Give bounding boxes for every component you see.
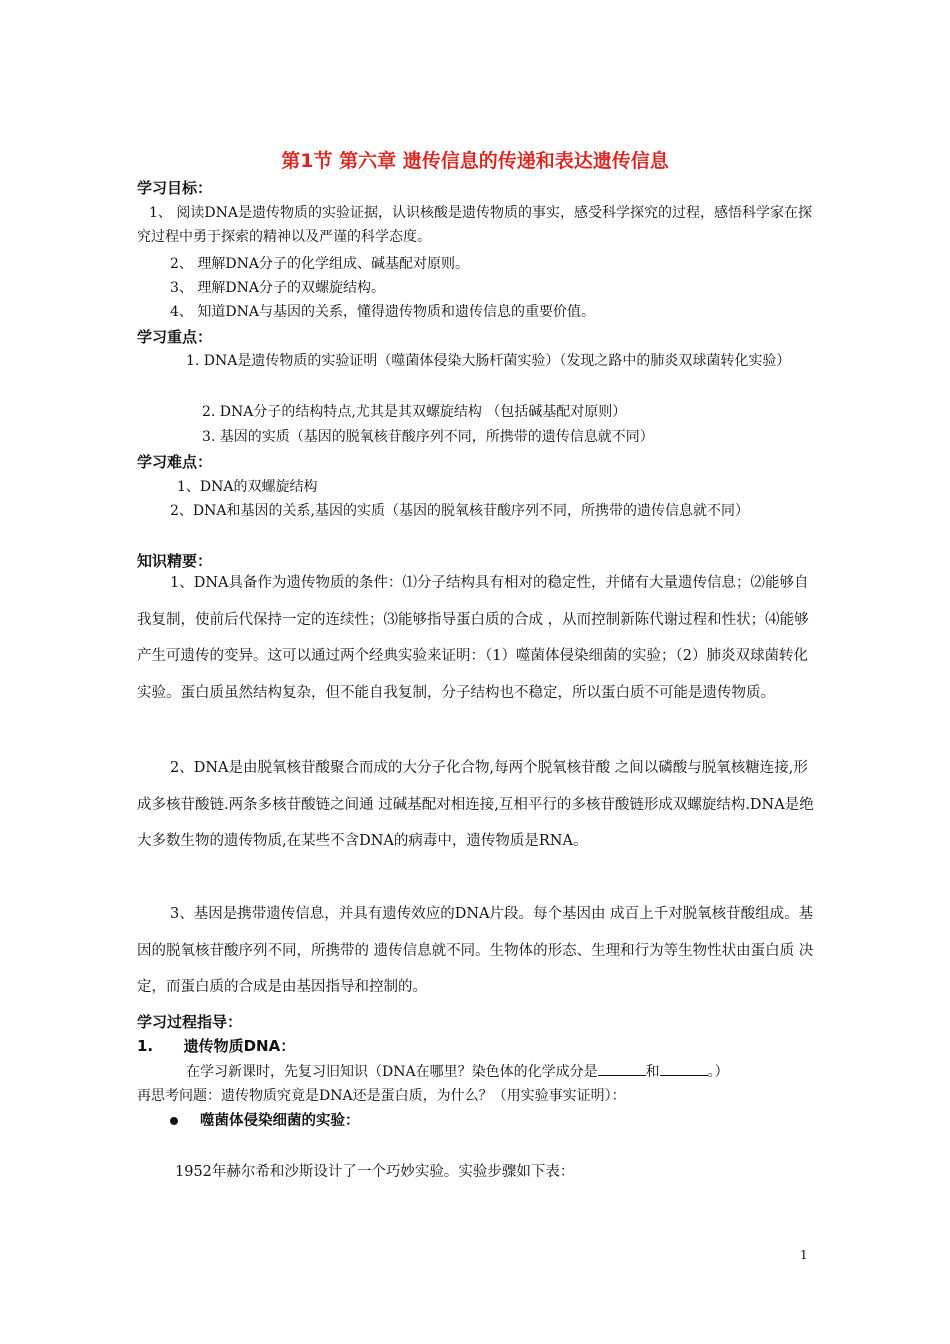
objective-1: 1、 阅读DNA是遗传物质的实验证据，认识核酸是遗传物质的事实，感受科学探究的过程，感悟科学家在探究过程中勇于探索的精神以及严谨的科学态度。 (137, 205, 812, 245)
knowledge-heading: 知识精要： (137, 552, 213, 570)
key-point-1: 1. DNA是遗传物质的实验证明（噬菌体侵染大肠杆菌实验）（发现之路中的肺炎双球菌转化实验） (186, 353, 791, 369)
knowledge-paragraph-2: 2、DNA是由脱氧核苷酸聚合而成的大分子化合物,每两个脱氧核苷酸 之间以磷酸与脱氧核糖连接,形成多核苷酸链.两条多核苷酸链之间通 过碱基配对相连接,互相平行的多核苷酸链形成双螺旋结构.DNA是绝 大多数生物的遗传物质,在某些不含DNA的病毒中，遗传物质是RNA。 (137, 760, 814, 849)
key-point-2: 2. DNA分子的结构特点,尤其是其双螺旋结构 （包括碱基配对原则） (202, 404, 627, 420)
intro-end: 。） (707, 1064, 729, 1080)
bullet-text: 噬菌体侵染细菌的实验： (200, 1113, 360, 1129)
process-intro-line2: 再思考问题：遗传物质究竟是DNA还是蛋白质，为什么？（用实验事实证明）： (137, 1088, 626, 1104)
objective-2: 2、 理解DNA分子的化学组成、碱基配对原则。 (170, 256, 469, 272)
intro-text-part1: 在学习新课时，先复习旧知识（DNA在哪里？染色体的化学成分是 (186, 1064, 598, 1080)
objective-3: 3、 理解DNA分子的双螺旋结构。 (170, 280, 385, 296)
fill-blank-1 (598, 1061, 646, 1076)
page-title: 第1节 第六章 遗传信息的传递和表达遗传信息 (281, 150, 669, 172)
process-subheading (137, 1035, 295, 1057)
intro-and: 和 (645, 1064, 660, 1080)
bullet-icon (170, 1117, 178, 1125)
objectives-heading: 学习目标： (137, 179, 213, 197)
process-sub-title: 遗传物质DNA： (183, 1037, 296, 1055)
knowledge-paragraph-1: 1、DNA具备作为遗传物质的条件：⑴分子结构具有相对的稳定性，并储有大量遗传信息；⑵能够自我复制，使前后代保持一定的连续性；⑶能够指导蛋白质的合成 ，从而控制新陈代谢过程和性状；⑷能够产生可遗传的变异。这可以通过两个经典实验来证明：（1）噬菌体侵染细菌的实验；（2）肺炎双球菌转化实验。蛋白质虽然结构复杂，但不能自我复制，分子结构也不稳定，所以蛋白质不可能是遗传物质。 (137, 575, 809, 701)
objective-4: 4、 知道DNA与基因的关系，懂得遗传物质和遗传信息的重要价值。 (170, 304, 595, 320)
difficulty-2: 2、DNA和基因的关系,基因的实质（基因的脱氧核苷酸序列不同，所携带的遗传信息就不同） (170, 503, 749, 519)
process-heading: 学习过程指导： (137, 1013, 243, 1031)
bullet-item (170, 1109, 360, 1133)
fill-blank-2 (660, 1061, 708, 1076)
knowledge-paragraph-3: 3、基因是携带遗传信息，并具有遗传效应的DNA片段。每个基因由 成百上千对脱氧核苷酸组成。基因的脱氧核苷酸序列不同，所携带的 遗传信息就不同。生物体的形态、生理和行为等生物性状由蛋白质 决定，而蛋白质的合成是由基因指导和控制的。 (137, 906, 814, 995)
page-number: 1 (800, 1248, 808, 1262)
difficulty-1: 1、DNA的双螺旋结构 (177, 479, 318, 495)
experiment-text: 1952年赫尔希和沙斯设计了一个巧妙实验。实验步骤如下表： (175, 1164, 575, 1180)
key-point-3: 3. 基因的实质（基因的脱氧核苷酸序列不同，所携带的遗传信息就不同） (202, 429, 654, 445)
difficulties-heading: 学习难点： (137, 453, 213, 471)
process-sub-number: 1. (137, 1037, 154, 1055)
process-intro-line1 (186, 1060, 729, 1084)
key-points-heading: 学习重点： (137, 328, 213, 346)
